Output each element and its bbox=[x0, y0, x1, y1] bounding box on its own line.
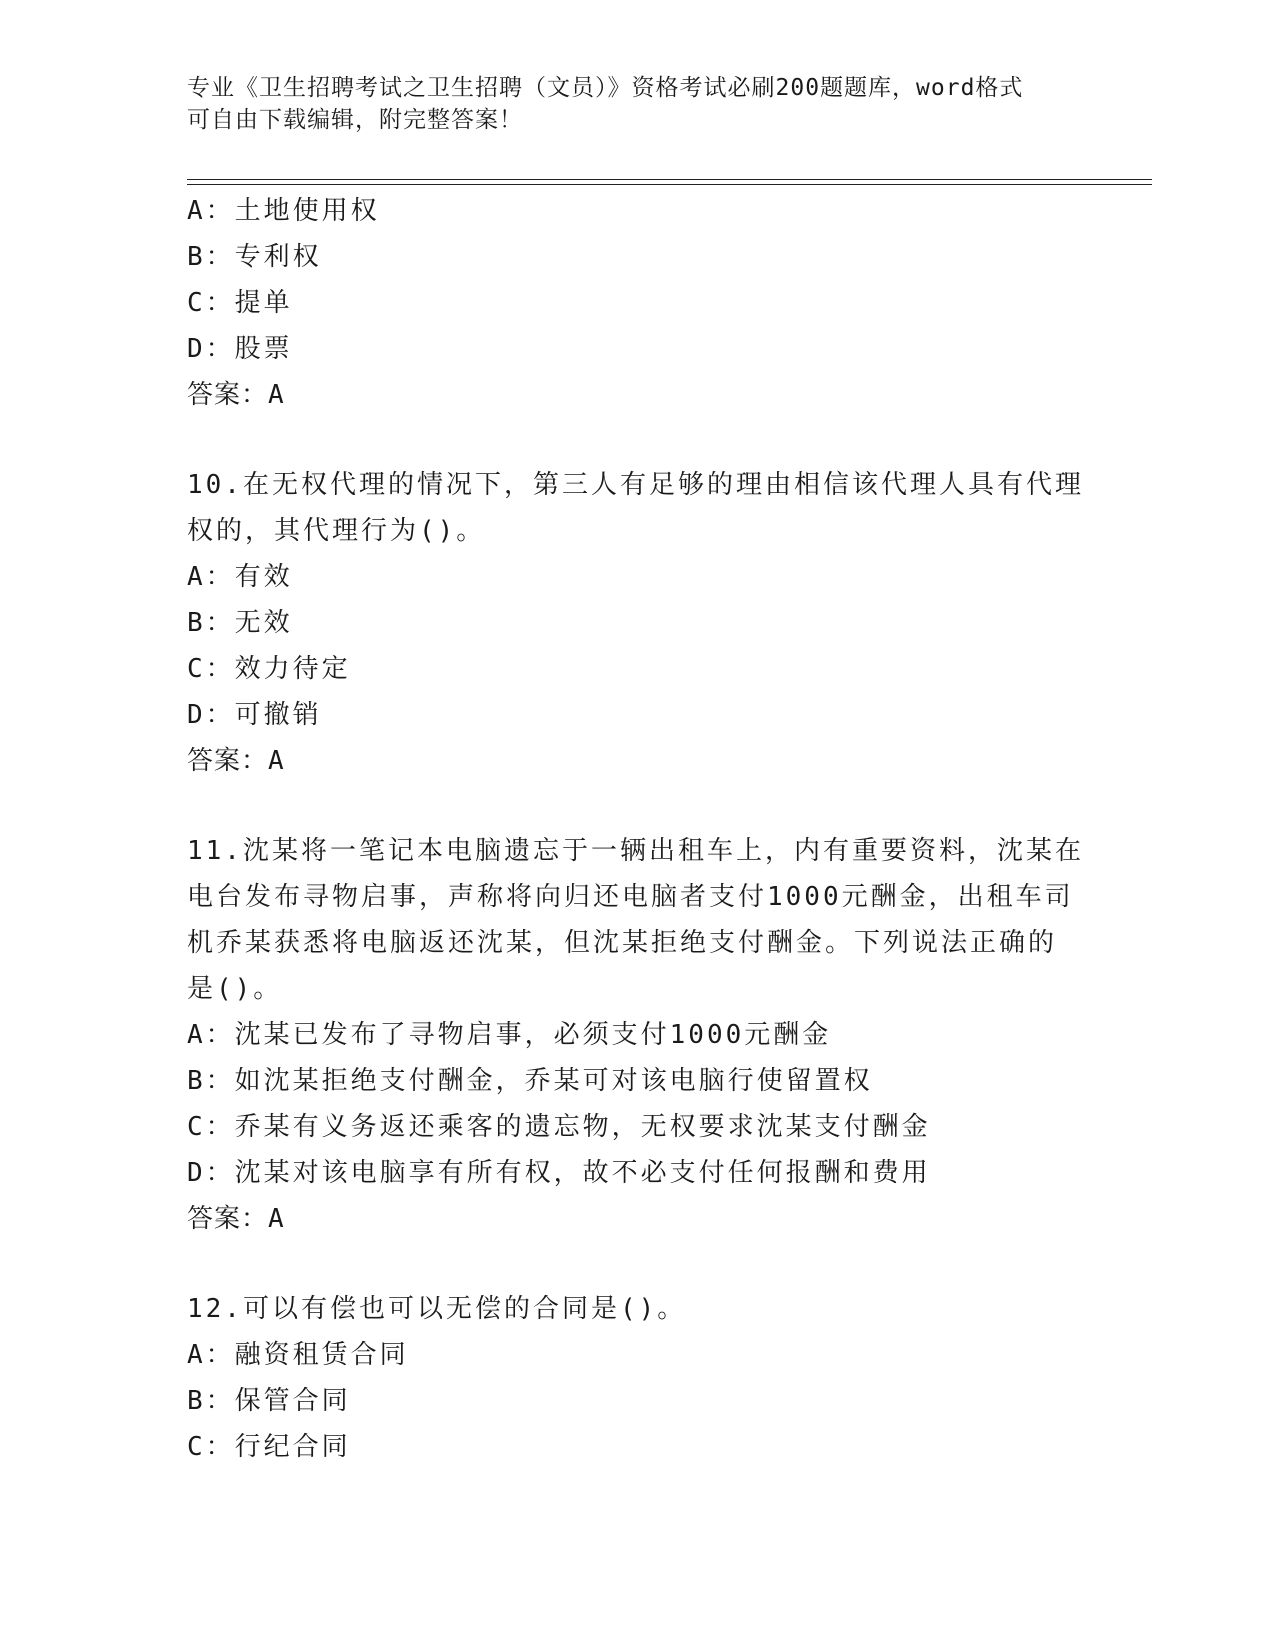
answer-label: 答案： bbox=[187, 380, 269, 410]
question-stem-line: 12.可以有偿也可以无偿的合同是()。 bbox=[187, 1294, 687, 1324]
question-10 bbox=[187, 462, 1087, 784]
question-stem-line: 是()。 bbox=[187, 974, 283, 1004]
answer-label: 答案： bbox=[187, 1204, 269, 1234]
option-c: C：行纪合同 bbox=[187, 1432, 351, 1462]
option-d: D：可撤销 bbox=[187, 700, 322, 730]
option-a: A：沈某已发布了寻物启事，必须支付1000元酬金 bbox=[187, 1020, 832, 1050]
option-b: B：保管合同 bbox=[187, 1386, 351, 1416]
option-b: B：专利权 bbox=[187, 242, 322, 272]
option-b: B：如沈某拒绝支付酬金，乔某可对该电脑行使留置权 bbox=[187, 1066, 873, 1096]
question-stem-line: 机乔某获悉将电脑返还沈某，但沈某拒绝支付酬金。下列说法正确的 bbox=[187, 928, 1058, 958]
option-d: D：股票 bbox=[187, 334, 293, 364]
question-stem-line: 电台发布寻物启事，声称将向归还电脑者支付1000元酬金，出租车司 bbox=[187, 882, 1074, 912]
answer bbox=[187, 738, 1087, 784]
option-d: D：沈某对该电脑享有所有权，故不必支付任何报酬和费用 bbox=[187, 1158, 931, 1188]
question-9 bbox=[187, 188, 1087, 418]
option-c: C：效力待定 bbox=[187, 654, 351, 684]
answer-value: A bbox=[268, 746, 285, 776]
answer-value: A bbox=[268, 1204, 285, 1234]
option-c: C：乔某有义务返还乘客的遗忘物，无权要求沈某支付酬金 bbox=[187, 1112, 931, 1142]
option-a: A：土地使用权 bbox=[187, 196, 380, 226]
answer bbox=[187, 1196, 1087, 1242]
document-header bbox=[187, 72, 1087, 136]
question-11 bbox=[187, 828, 1087, 1242]
option-a: A：融资租赁合同 bbox=[187, 1340, 409, 1370]
header-line-2: 可自由下载编辑，附完整答案！ bbox=[187, 107, 523, 133]
header-line-1: 专业《卫生招聘考试之卫生招聘（文员）》资格考试必刷200题题库，word格式 bbox=[187, 75, 1024, 101]
header-divider-top bbox=[187, 179, 1152, 180]
answer-value: A bbox=[268, 380, 285, 410]
option-b: B：无效 bbox=[187, 608, 293, 638]
option-c: C：提单 bbox=[187, 288, 293, 318]
answer-label: 答案： bbox=[187, 746, 269, 776]
answer bbox=[187, 372, 1087, 418]
question-stem-line: 10.在无权代理的情况下，第三人有足够的理由相信该代理人具有代理 bbox=[187, 470, 1084, 500]
header-divider-bottom bbox=[187, 184, 1152, 185]
document-body bbox=[187, 188, 1087, 1470]
question-12 bbox=[187, 1286, 1087, 1470]
option-a: A：有效 bbox=[187, 562, 293, 592]
question-stem-line: 权的，其代理行为()。 bbox=[187, 516, 486, 546]
question-stem-line: 11.沈某将一笔记本电脑遗忘于一辆出租车上，内有重要资料，沈某在 bbox=[187, 836, 1084, 866]
